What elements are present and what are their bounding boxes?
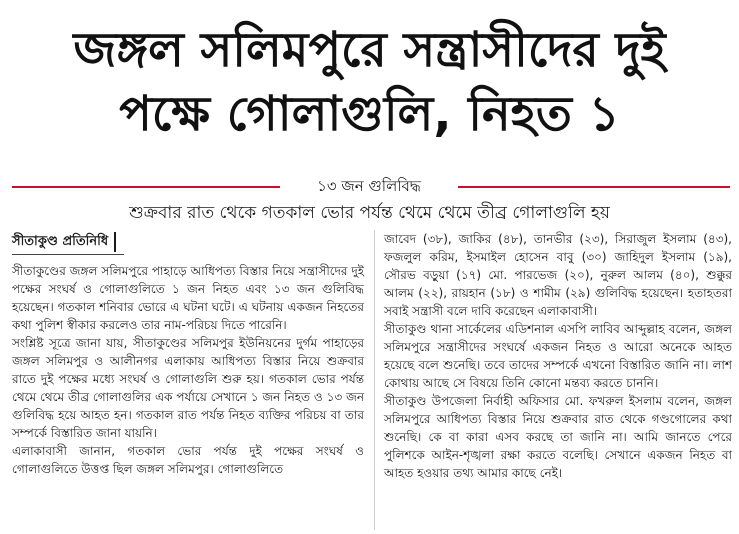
paragraph: সীতাকুণ্ড থানা সার্কেলের এডিশনাল এসপি লাবিব আব্দুল্লাহ বলেন, জঙ্গল সলিমপুরে সন্ত্রাসীদের সংঘর্ষে একজন নিহত ও আরো অনেকে আহত হয়েছে বলে শুনেছি। তবে তাদের সম্পর্কে এখনো বিস্তারিত জানি না। লাশ কোথায় আছে সে বিষয়ে তিনি কোনো মন্তব্য করতে চাননি।	[384, 322, 732, 390]
kicker: ১৩ জন গুলিবিদ্ধ	[317, 177, 421, 195]
paragraph: জাবেদ (৩৮), জাকির (৪৮), তানভীর (২৩), সিরাজুল ইসলাম (৪৩), ফজলুল করিম, ইসমাইল হোসেন বাবু (৩০) জাহিদুল ইসলাম (১৯), সৌরভ বড়ুয়া (১৭) মো. পারভেজ (২০), নুরুল আলম (৪০), শুক্কুর আলম (২২), রায়হান (১৮) ও শামীম (২৯) গুলিবিদ্ধ হয়েছেন। হতাহতরা সবাই সন্ত্রাসী বলে দাবি করেছেন এলাকাবাসী।	[384, 232, 732, 318]
headline-line-1: জঙ্গল সলিমপুরে সন্ত্রাসীদের দুই	[73, 22, 666, 78]
kicker-rule-left	[12, 186, 280, 188]
paragraph: সীতাকুণ্ডের জঙ্গল সলিমপুরে পাহাড়ে আধিপত্য বিস্তার নিয়ে সন্ত্রাসীদের দুই পক্ষের সংঘর্ষ ও গোলাগুলিতে ১ জন নিহত এবং ১৩ জন গুলিবিদ্ধ হয়েছেন। গতকাল শনিবার ভোরে এ ঘটনা ঘটে। এ ঘটনায় একজন নিহতের কথা পুলিশ স্বীকার করলেও তার নাম-পরিচয় দিতে পারেনি।	[12, 264, 364, 332]
subheadline: শুক্রবার রাত থেকে গতকাল ভোর পর্যন্ত থেমে থেমে তীব্র গোলাগুলি হয়	[129, 203, 610, 223]
headline-line-2: পক্ষে গোলাগুলি, নিহত ১	[119, 86, 620, 142]
paragraph: সীতাকুণ্ড উপজেলা নির্বাহী অফিসার মো. ফখরুল ইসলাম বলেন, জঙ্গল সলিমপুরে আধিপত্য বিস্তার নিয়ে শুক্রবার রাত থেকে গণ্ডগোলের কথা শুনেছি। কে বা কারা এসব করছে তা জানি না। আমি জানতে পেরে পুলিশকে আইন-শৃঙ্খলা রক্ষা করতে বলেছি। সেখানে একজন নিহত বা আহত হওয়ার তথ্য আমার কাছে নেই।	[384, 394, 732, 480]
headline	[0, 18, 739, 146]
paragraph: এলাকাবাসী জানান, গতকাল ভোর পর্যন্ত দুই পক্ষের সংঘর্ষ ও গোলাগুলিতে উত্তপ্ত ছিল জঙ্গল সলিমপুর। গোলাগুলিতে	[12, 444, 364, 476]
column-divider	[374, 230, 375, 530]
paragraph: সংশ্লিষ্ট সূত্রে জানা যায়, সীতাকুণ্ডের সলিমপুর ইউনিয়নের দুর্গম পাহাড়ের জঙ্গল সলিমপুর ও আলীনগর এলাকায় আধিপত্য বিস্তার নিয়ে শুক্রবার রাতে দুই পক্ষের মধ্যে সংঘর্ষ ও গোলাগুলি শুরু হয়। গতকাল ভোর পর্যন্ত থেমে থেমে তীব্র গোলাগুলির এক পর্যায়ে সেখানে ১ জন নিহত ও ১৩ জন গুলিবিদ্ধ হয়ে আহত হন। গতকাল রাত পর্যন্ত নিহত ব্যক্তির পরিচয় বা তার সম্পর্কে বিস্তারিত জানা যায়নি।	[12, 336, 364, 440]
byline-rule	[12, 254, 124, 255]
article-column-left	[12, 262, 364, 478]
kicker-rule-right	[458, 186, 730, 188]
article-column-right	[384, 230, 732, 482]
byline: সীতাকুণ্ড প্রতিনিধি	[12, 232, 116, 252]
